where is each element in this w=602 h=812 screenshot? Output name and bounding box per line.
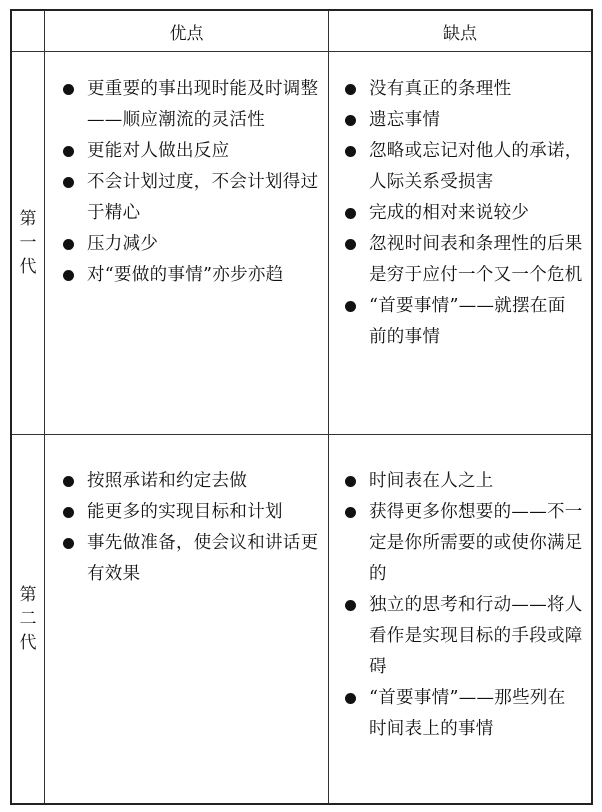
row-divider [12,434,591,435]
list-item: 能更多的实现目标和计划 [57,497,319,528]
row-label-char: 代 [19,257,37,277]
first-generation-pros [57,74,319,291]
bullet-icon [63,239,74,250]
list-item: 压力减少 [57,229,319,260]
list-item: 按照承诺和约定去做 [57,466,319,497]
row-label-char: 第 [19,209,37,229]
first-generation-cons [339,74,583,353]
list-item: 对“要做的事情”亦步亦趋 [57,260,319,291]
list-item: 更能对人做出反应 [57,136,319,167]
bullet-icon [63,476,74,487]
row-label-char: 代 [19,633,37,653]
list-item: 更重要的事出现时能及时调整——顺应潮流的灵活性 [57,74,319,136]
list-item: 事先做准备，使会议和讲话更有效果 [57,528,319,590]
bullet-icon [345,115,356,126]
bullet-icon [345,301,356,312]
bullet-icon [345,84,356,95]
bullet-icon [345,693,356,704]
second-generation-pros [57,466,319,590]
list-item: “首要事情”——就摆在面前的事情 [339,291,583,353]
bullet-icon [345,600,356,611]
header-divider [12,51,591,52]
list-item: 忽视时间表和条理性的后果是穷于应付一个又一个危机 [339,229,583,291]
bullet-icon [345,239,356,250]
comparison-table [10,9,593,805]
row-label-second-generation [12,435,44,803]
list-item: “首要事情”——那些列在时间表上的事情 [339,683,583,745]
bullet-icon [345,208,356,219]
row-label-char: 第 [19,585,37,605]
list-item: 完成的相对来说较少 [339,198,583,229]
list-item: 时间表在人之上 [339,466,583,497]
row-label-first-generation [12,52,44,434]
bullet-icon [345,146,356,157]
bullet-icon [63,177,74,188]
bullet-icon [63,84,74,95]
header-cons: 缺点 [443,23,477,44]
header-pros: 优点 [169,23,204,44]
list-item: 忽略或忘记对他人的承诺，人际关系受损害 [339,136,583,198]
second-generation-cons [339,466,583,745]
bullet-icon [63,507,74,518]
bullet-icon [345,476,356,487]
list-item: 没有真正的条理性 [339,74,583,105]
column-divider-label [44,11,45,803]
row-label-char: 二 [19,609,37,629]
row-label-char: 一 [19,233,37,253]
list-item: 独立的思考和行动——将人看作是实现目标的手段或障碍 [339,590,583,683]
list-item: 不会计划过度，不会计划得过于精心 [57,167,319,229]
column-divider-middle [328,11,329,803]
bullet-icon [63,270,74,281]
bullet-icon [63,538,74,549]
bullet-icon [63,146,74,157]
bullet-icon [345,507,356,518]
list-item: 遗忘事情 [339,105,583,136]
list-item: 获得更多你想要的——不一定是你所需要的或使你满足的 [339,497,583,590]
